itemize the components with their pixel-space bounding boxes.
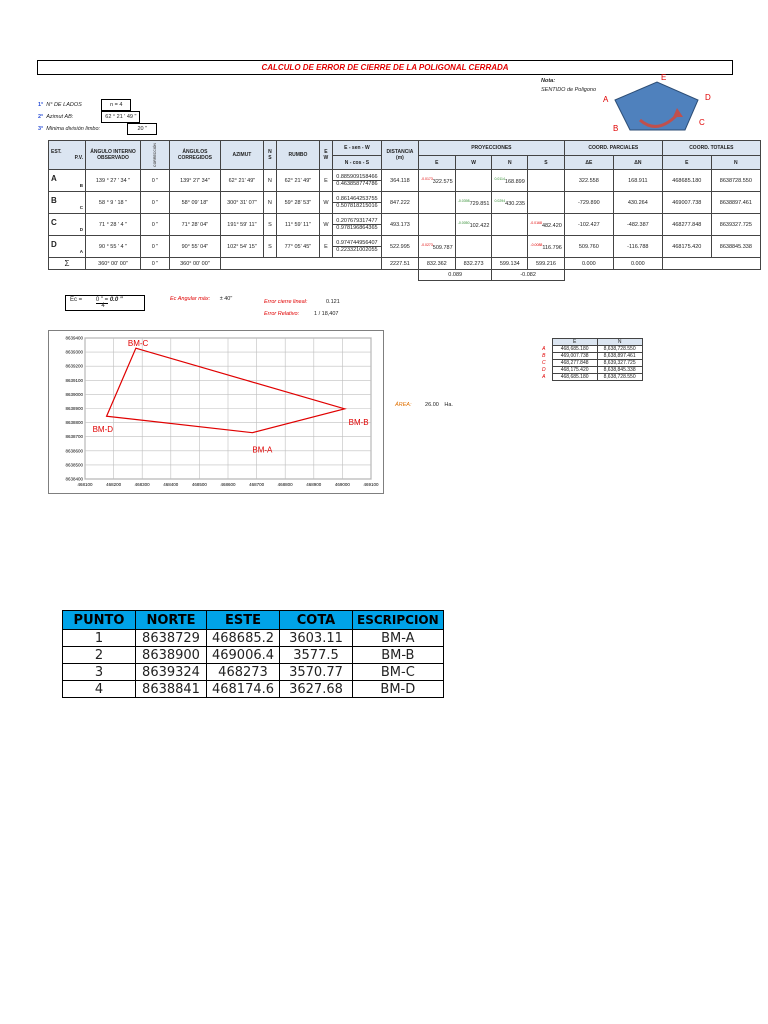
pentagon-label-e: E	[661, 73, 667, 82]
table-row: C D 71 ° 28 ' 4 " 0 " 71° 28' 04" 191° 59' 11" S 11° 59' 11" W 0.207679317477 0.978196864365 493.173 $^{-0.0050}$102.422 $^{-0.0168}$482.420 -102.427 -482.387 468277.848 8639327.725	[49, 214, 761, 236]
header-proj-w: W	[455, 156, 492, 170]
table-row: A B 139 ° 27 ' 34 " 0 " 139° 27' 34" 62° 21' 49" N 62° 21' 49" E 0.885909158466 0.463858774786 364.118 $^{-0.0173}$322.575 $^{0.0114}$168.899 322.558 168.911 468685.180 8638728.550	[49, 170, 761, 192]
traverse-table	[48, 140, 761, 281]
coords-header-n: N	[597, 339, 642, 346]
nota-block	[541, 78, 596, 93]
coords-row: D 468,175.420 8,638,845.338	[540, 367, 642, 374]
params-block	[38, 99, 157, 135]
page-title: CALCULO DE ERROR DE CIERRE DE LA POLIGONAL CERRADA	[37, 60, 733, 75]
bm-row: 1 8638729 468685.2 3603.11 BM-A	[63, 630, 444, 647]
pentagon-label-b: B	[613, 124, 619, 133]
diff-row: 0.089 -0.082	[49, 270, 761, 281]
header-corregidos: ÁNGULOS CORREGIDOS	[169, 141, 220, 170]
header-proyecciones: PROYECCIONES	[418, 141, 564, 156]
y-tick-label: 8638600	[65, 448, 83, 454]
header-distancia: DISTANCIA (m)	[381, 141, 418, 170]
y-tick-label: 8638700	[65, 434, 83, 440]
param-row-1: 1° N° DE LADOS n = 4	[38, 99, 157, 111]
bm-header-punto: PUNTO	[63, 611, 136, 630]
header-ns: N S	[263, 141, 276, 170]
header-parciales: COORD. PARCIALES	[564, 141, 662, 156]
header-est: EST. P.V.	[49, 141, 86, 170]
ec-formula: Ec = 0 " = 0.0 " 4	[65, 295, 145, 311]
coords-row: B 469,007.738 8,638,897.461	[540, 353, 642, 360]
coords-header-e: E	[552, 339, 597, 346]
param-value-1: n = 4	[101, 99, 131, 111]
nota-label: Nota:	[541, 78, 556, 84]
point-label: BM-B	[348, 417, 369, 427]
x-tick-label: 468300	[134, 482, 150, 487]
traverse-rows	[49, 170, 761, 258]
param-value-2: 62 ° 21 ' 49 "	[101, 111, 140, 123]
x-tick-label: 468400	[163, 482, 179, 487]
sum-row: Σ 360° 00' 00" 0 " 360° 00' 00" 2227.51 832.362 832.273 599.134 599.216 0.000 0.000	[49, 258, 761, 270]
bm-header-descripcion: ESCRIPCION	[353, 611, 444, 630]
y-tick-label: 8639000	[65, 391, 83, 397]
header-esen: E - sen - W	[332, 141, 381, 156]
header-rumbo: RUMBO	[276, 141, 319, 170]
y-tick-label: 8638500	[65, 462, 83, 468]
header-delta-e: ΔE	[564, 156, 613, 170]
polygon-chart	[48, 330, 384, 494]
error-summary: Error cierre lineal: 0.121 Error Relativo: 1 / 18,407	[264, 299, 340, 317]
coords-row: C 468,277.848 8,639,327.725	[540, 360, 642, 367]
header-proj-e: E	[418, 156, 455, 170]
header-ew: E W	[319, 141, 332, 170]
y-tick-label: 8639300	[65, 349, 83, 355]
table-row: B C 58 ° 9 ' 18 " 0 " 58° 09' 18" 300° 31' 07" N 59° 28' 53" W 0.861464253755 0.507818215016 847.222 $^{-0.0398}$729.851 $^{0.0294}$430.235 -729.890 430.264 469007.738 8638897.461	[49, 192, 761, 214]
x-tick-label: 468200	[106, 482, 122, 487]
bm-header-este: ESTE	[207, 611, 280, 630]
coords-table	[540, 338, 643, 381]
header-delta-n: ΔN	[613, 156, 662, 170]
bm-row: 3 8639324 468273 3570.77 BM-C	[63, 664, 444, 681]
header-azimut: AZIMUT	[220, 141, 263, 170]
pentagon-label-a: A	[603, 95, 609, 104]
point-label: BM-D	[92, 425, 114, 435]
header-angulo: ÁNGULO INTERNO OBSERVADO	[86, 141, 141, 170]
header-total-e: E	[662, 156, 711, 170]
bm-header-norte: NORTE	[136, 611, 207, 630]
x-tick-label: 469000	[334, 482, 350, 487]
header-proj-n: N	[492, 156, 528, 170]
param-row-3: 3° Minima división limbo: 20 "	[38, 123, 157, 135]
y-tick-label: 8639400	[65, 335, 83, 341]
x-tick-label: 468500	[191, 482, 207, 487]
pentagon-shape	[615, 82, 698, 130]
y-tick-label: 8639200	[65, 363, 83, 369]
y-tick-label: 8638800	[65, 420, 83, 426]
point-label: BM-A	[252, 445, 273, 455]
pentagon-label-c: C	[699, 118, 705, 127]
x-tick-label: 468800	[277, 482, 293, 487]
bm-table-header	[63, 611, 444, 630]
param-row-2: 2° Azimut AB: 62 ° 21 ' 49 "	[38, 111, 157, 123]
angular-error: Ec Angular máx: ± 40"	[170, 296, 233, 302]
x-tick-label: 468900	[306, 482, 322, 487]
bm-row: 4 8638841 468174.6 3627.68 BM-D	[63, 681, 444, 698]
bm-rows	[63, 630, 444, 698]
header-proj-s: S	[528, 156, 565, 170]
x-tick-label: 468600	[220, 482, 236, 487]
header-total-n: N	[711, 156, 760, 170]
x-tick-label: 468700	[249, 482, 265, 487]
x-tick-label: 468100	[77, 482, 93, 487]
x-tick-label: 469100	[363, 482, 379, 487]
header-ncos: N - cos - S	[332, 156, 381, 170]
polygon-direction-diagram	[595, 70, 720, 135]
coords-row: A 468,685.180 8,638,728.550	[540, 346, 642, 353]
coords-rows	[540, 346, 642, 381]
y-tick-label: 8639100	[65, 377, 83, 383]
coords-row: A 468,685.180 8,638,728.550	[540, 374, 642, 381]
bm-header-cota: COTA	[280, 611, 353, 630]
table-row: D A 90 ° 55 ' 4 " 0 " 90° 55' 04" 102° 54' 15" S 77° 05' 45" E 0.974744956407 0.223321002055 522.995 $^{-0.0273}$509.787 $^{-0.0088}$116.796 509.760 -116.788 468175.420 8638845.338	[49, 236, 761, 258]
bm-table	[62, 610, 444, 698]
param-value-3: 20 "	[127, 123, 157, 135]
header-correccion: CORRECCIÓN	[141, 141, 170, 170]
point-label: BM-C	[127, 339, 149, 349]
y-tick-label: 8638400	[65, 476, 83, 482]
nota-sentido: SENTIDO de Poligono	[541, 87, 597, 93]
header-totales: COORD. TOTALES	[662, 141, 760, 156]
bm-row: 2 8638900 469006.4 3577.5 BM-B	[63, 647, 444, 664]
pentagon-label-d: D	[705, 93, 711, 102]
area-readout: ÁREA: 26.00 Ha.	[395, 402, 453, 408]
y-tick-label: 8638900	[65, 406, 83, 411]
